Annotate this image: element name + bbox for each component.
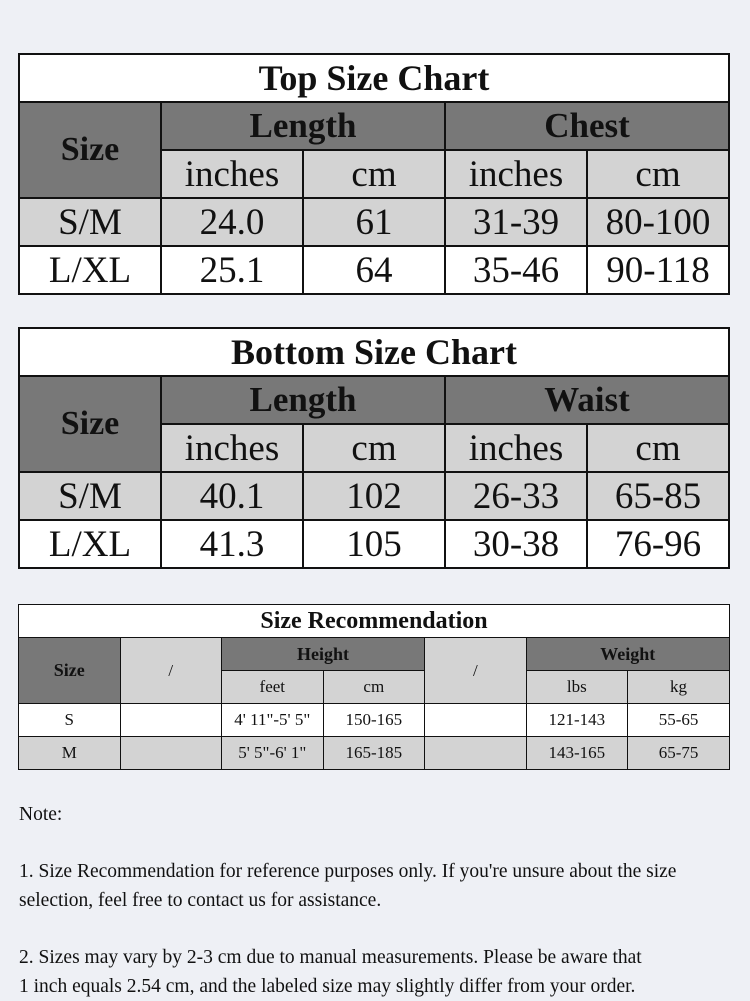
waist-cm-cell: 76-96 — [587, 520, 729, 568]
waist-cm-cell: 65-85 — [587, 472, 729, 520]
height-cm-cell: 150-165 — [323, 704, 425, 737]
height-cm-cell: 165-185 — [323, 737, 425, 770]
empty-cell — [425, 737, 527, 770]
notes-section — [19, 800, 749, 1001]
length-inches-cell: 41.3 — [161, 520, 303, 568]
table-row — [19, 198, 729, 246]
note-2-line-1: 2. Sizes may vary by 2-3 cm due to manual measurements. Please be aware that — [19, 947, 642, 968]
waist-inches-cell: 26-33 — [445, 472, 587, 520]
waist-inches-cell: 30-38 — [445, 520, 587, 568]
unit-cm: cm — [303, 424, 445, 472]
empty-cell — [120, 737, 222, 770]
length-cm-cell: 102 — [303, 472, 445, 520]
size-recommendation-table — [18, 604, 730, 770]
unit-feet: feet — [222, 671, 324, 704]
unit-cm: cm — [587, 424, 729, 472]
slash-cell: / — [425, 638, 527, 704]
chest-inches-cell: 31-39 — [445, 198, 587, 246]
note-1-line-2: selection, feel free to contact us for assistance. — [19, 890, 382, 911]
height-header: Height — [222, 638, 425, 671]
length-cm-cell: 105 — [303, 520, 445, 568]
unit-cm: cm — [323, 671, 425, 704]
table-row — [19, 246, 729, 294]
waist-header: Waist — [445, 376, 729, 424]
recommendation-title: Size Recommendation — [19, 605, 730, 638]
weight-kg-cell: 55-65 — [628, 704, 730, 737]
size-cell: S — [19, 704, 121, 737]
size-cell: M — [19, 737, 121, 770]
top-chart-title: Top Size Chart — [19, 54, 729, 102]
chest-header: Chest — [445, 102, 729, 150]
length-header: Length — [161, 102, 445, 150]
note-1-line-1: 1. Size Recommendation for reference purposes only. If you're unsure about the size — [19, 861, 677, 882]
empty-cell — [120, 704, 222, 737]
bottom-chart-title: Bottom Size Chart — [19, 328, 729, 376]
slash-cell: / — [120, 638, 222, 704]
unit-inches: inches — [445, 150, 587, 198]
empty-cell — [425, 704, 527, 737]
chest-inches-cell: 35-46 — [445, 246, 587, 294]
table-row — [19, 520, 729, 568]
unit-inches: inches — [161, 150, 303, 198]
size-cell: S/M — [19, 198, 161, 246]
size-cell: S/M — [19, 472, 161, 520]
chest-cm-cell: 80-100 — [587, 198, 729, 246]
height-feet-cell: 5' 5"-6' 1" — [222, 737, 324, 770]
unit-cm: cm — [587, 150, 729, 198]
size-header: Size — [19, 102, 161, 198]
length-cm-cell: 61 — [303, 198, 445, 246]
chest-cm-cell: 90-118 — [587, 246, 729, 294]
table-row — [19, 472, 729, 520]
weight-lbs-cell: 121-143 — [526, 704, 628, 737]
weight-header: Weight — [526, 638, 729, 671]
size-header: Size — [19, 638, 121, 704]
size-cell: L/XL — [19, 520, 161, 568]
length-cm-cell: 64 — [303, 246, 445, 294]
length-inches-cell: 24.0 — [161, 198, 303, 246]
notes-heading: Note: — [19, 804, 63, 825]
unit-lbs: lbs — [526, 671, 628, 704]
length-inches-cell: 40.1 — [161, 472, 303, 520]
unit-kg: kg — [628, 671, 730, 704]
size-header: Size — [19, 376, 161, 472]
unit-inches: inches — [161, 424, 303, 472]
weight-kg-cell: 65-75 — [628, 737, 730, 770]
table-row — [19, 737, 730, 770]
unit-cm: cm — [303, 150, 445, 198]
unit-inches: inches — [445, 424, 587, 472]
height-feet-cell: 4' 11"-5' 5" — [222, 704, 324, 737]
length-inches-cell: 25.1 — [161, 246, 303, 294]
weight-lbs-cell: 143-165 — [526, 737, 628, 770]
note-2-line-2: 1 inch equals 2.54 cm, and the labeled size may slightly differ from your order. — [19, 976, 636, 997]
top-size-chart — [18, 53, 730, 295]
length-header: Length — [161, 376, 445, 424]
size-cell: L/XL — [19, 246, 161, 294]
table-row — [19, 704, 730, 737]
bottom-size-chart — [18, 327, 730, 569]
